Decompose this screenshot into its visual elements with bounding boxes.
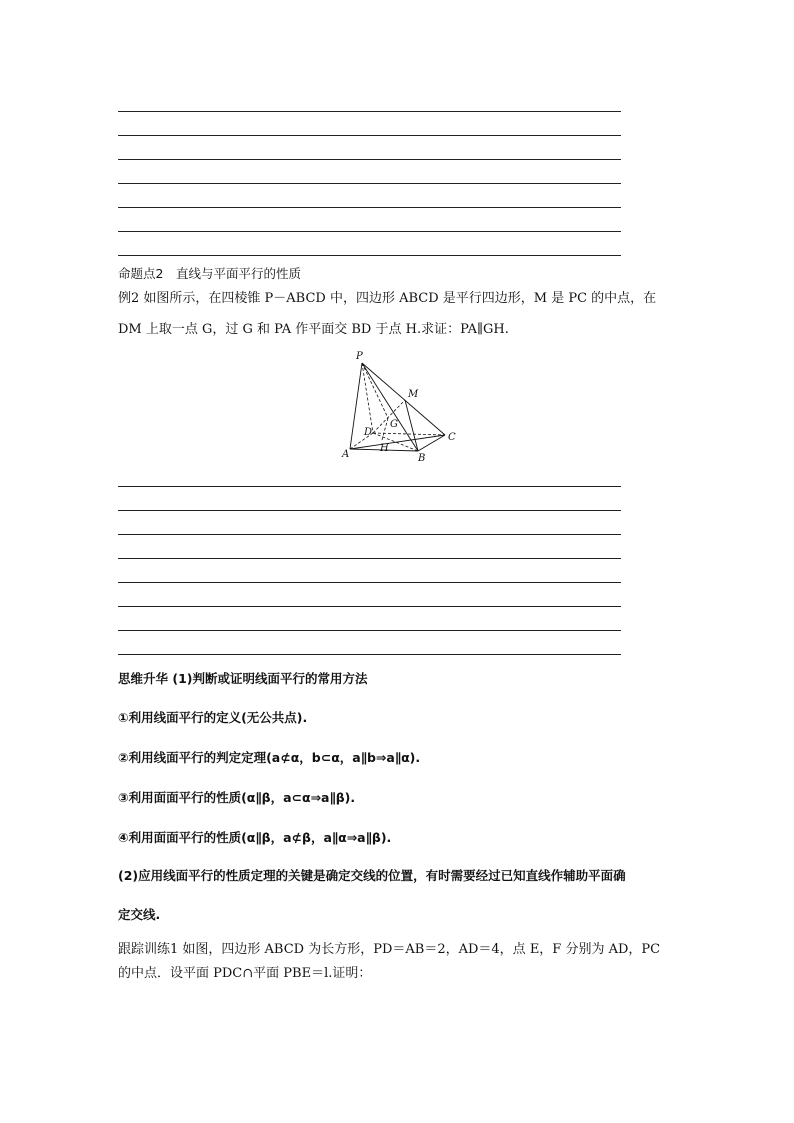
answer-line xyxy=(118,159,621,160)
label-P: P xyxy=(356,351,363,362)
label-A: A xyxy=(342,449,350,460)
edge-BM xyxy=(405,400,418,451)
label-M: M xyxy=(408,389,419,400)
exercise-1-line-1: 跟踪训练1 如图，四边形 ABCD 为长方形，PD＝AB＝2，AD＝4，点 E，F 分别为 AD，PC xyxy=(118,942,661,957)
answer-line xyxy=(118,135,621,136)
summary-item-1: ①利用线面平行的定义(无公共点). xyxy=(118,710,308,725)
edge-PG xyxy=(362,363,388,418)
example-2-line-2: DM 上取一点 G，过 G 和 PA 作平面交 BD 于点 H.求证：PA∥GH. xyxy=(118,322,509,337)
summary-item-3: ③利用面面平行的性质(α∥β，a⊂α⇒a∥β). xyxy=(118,790,356,805)
summary-title: 思维升华 (1)判断或证明线面平行的常用方法 xyxy=(118,671,368,686)
answer-line xyxy=(118,183,621,184)
answer-line xyxy=(118,654,621,655)
answer-line xyxy=(118,231,621,232)
answer-line xyxy=(118,111,621,112)
answer-line xyxy=(118,630,621,631)
summary-part-2-line-2: 定交线. xyxy=(118,907,161,922)
answer-line xyxy=(118,582,621,583)
label-B: B xyxy=(418,453,426,464)
answer-line xyxy=(118,255,621,256)
answer-line xyxy=(118,606,621,607)
answer-line xyxy=(118,486,621,487)
exercise-1-line-2: 的中点．设平面 PDC∩平面 PBE＝l.证明： xyxy=(118,966,372,981)
summary-part-2-line-1: (2)应用线面平行的性质定理的关键是确定交线的位置，有时需要经过已知直线作辅助平面确 xyxy=(118,868,626,883)
answer-line xyxy=(118,558,621,559)
answer-line xyxy=(118,510,621,511)
pyramid-diagram xyxy=(330,345,470,465)
edge-PD xyxy=(362,363,373,433)
example-2-line-1: 例2 如图所示，在四棱锥 P－ABCD 中，四边形 ABCD 是平行四边形，M 是 PC 的中点，在 xyxy=(118,291,657,306)
answer-line xyxy=(118,534,621,535)
answer-line xyxy=(118,207,621,208)
edge-PC xyxy=(362,363,445,435)
edge-PA xyxy=(350,363,362,449)
section-heading: 命题点2 直线与平面平行的性质 xyxy=(118,266,301,281)
summary-item-4: ④利用面面平行的性质(α∥β，a⊄β，a∥α⇒a∥β). xyxy=(118,830,392,845)
label-C: C xyxy=(448,432,456,443)
label-G: G xyxy=(390,419,398,430)
pyramid-figure xyxy=(330,345,470,465)
summary-item-2: ②利用线面平行的判定定理(a⊄α，b⊂α，a∥b⇒a∥α). xyxy=(118,750,421,765)
label-H: H xyxy=(380,443,389,454)
label-D: D xyxy=(364,427,373,438)
